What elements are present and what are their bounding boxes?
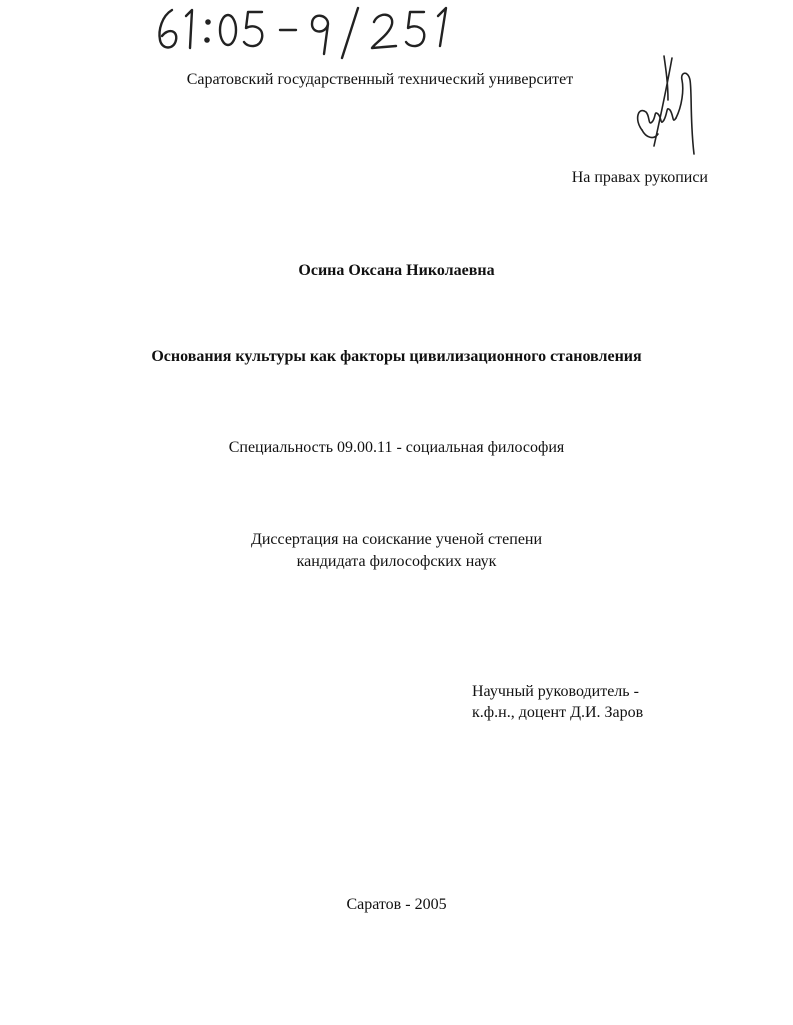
degree-line-1: Диссертация на соискание ученой степени: [250, 531, 543, 548]
specialty-line: Специальность 09.00.11 - социальная философия: [228, 439, 565, 456]
supervisor-title: Научный руководитель -: [472, 683, 639, 700]
university-name: Саратовский государственный технический университет: [186, 71, 574, 88]
dissertation-title: Основания культуры как факторы цивилизационного становления: [151, 348, 642, 365]
degree-line-2: кандидата философских наук: [296, 553, 497, 570]
author-name: Осина Оксана Николаевна: [298, 262, 495, 279]
handwritten-archive-number: [150, 0, 480, 62]
city-year: Саратов - 2005: [346, 896, 447, 913]
manuscript-rights-note: На правах рукописи: [571, 169, 708, 186]
signature-mark: [628, 50, 708, 160]
supervisor-name: к.ф.н., доцент Д.И. Заров: [472, 704, 644, 721]
